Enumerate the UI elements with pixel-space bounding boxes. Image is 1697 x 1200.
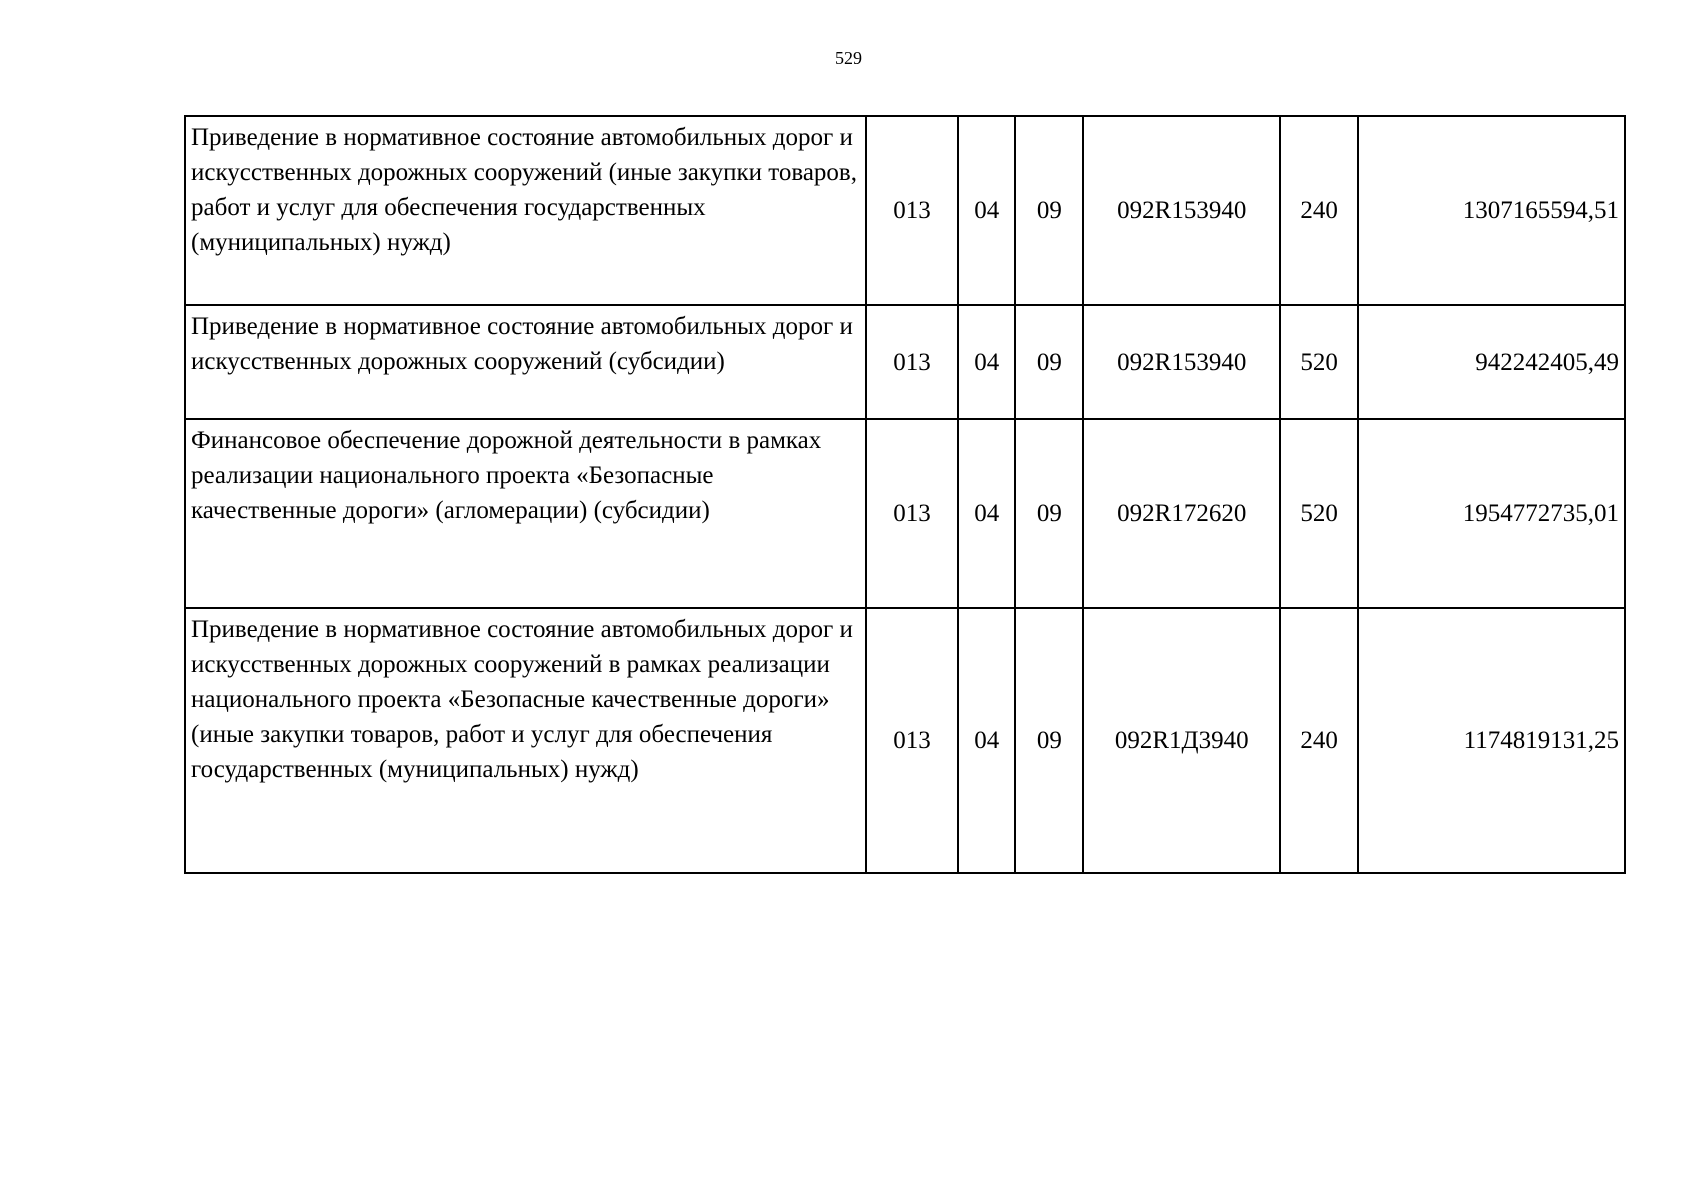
target-article-code: 092R172620: [1083, 419, 1280, 608]
ministry-code: 013: [866, 608, 958, 873]
table-row: [185, 305, 1625, 419]
target-article-code: 092R153940: [1083, 116, 1280, 305]
ministry-code: 013: [866, 116, 958, 305]
row-description: Финансовое обеспечение дорожной деятельности в рамках реализации национального проекта «Безопасные качественные дороги» (агломерации) (субсидии): [185, 419, 866, 608]
amount: 1954772735,01: [1358, 419, 1625, 608]
section-code: 04: [958, 419, 1015, 608]
ministry-code: 013: [866, 305, 958, 419]
table-row: [185, 608, 1625, 873]
subsection-code: 09: [1015, 305, 1083, 419]
subsection-code: 09: [1015, 419, 1083, 608]
row-description: Приведение в нормативное состояние автомобильных дорог и искусственных дорожных сооружений в рамках реализации национального проекта «Безопасные качественные дороги» (иные закупки товаров, работ и услуг для обеспечения государственных (муниципальных) нужд): [185, 608, 866, 873]
amount: 1307165594,51: [1358, 116, 1625, 305]
target-article-code: 092R153940: [1083, 305, 1280, 419]
row-description: Приведение в нормативное состояние автомобильных дорог и искусственных дорожных сооружений (субсидии): [185, 305, 866, 419]
subsection-code: 09: [1015, 608, 1083, 873]
page-number: 529: [835, 48, 862, 68]
section-code: 04: [958, 608, 1015, 873]
expense-type-code: 240: [1280, 608, 1358, 873]
row-description: Приведение в нормативное состояние автомобильных дорог и искусственных дорожных сооружений (иные закупки товаров, работ и услуг для обеспечения государственных (муниципальных) нужд): [185, 116, 866, 305]
expense-type-code: 520: [1280, 305, 1358, 419]
subsection-code: 09: [1015, 116, 1083, 305]
table-row: [185, 116, 1625, 305]
expense-type-code: 520: [1280, 419, 1358, 608]
expense-type-code: 240: [1280, 116, 1358, 305]
target-article-code: 092R1Д3940: [1083, 608, 1280, 873]
section-code: 04: [958, 305, 1015, 419]
amount: 1174819131,25: [1358, 608, 1625, 873]
section-code: 04: [958, 116, 1015, 305]
ministry-code: 013: [866, 419, 958, 608]
table-row: [185, 419, 1625, 608]
amount: 942242405,49: [1358, 305, 1625, 419]
budget-table: [184, 115, 1626, 874]
